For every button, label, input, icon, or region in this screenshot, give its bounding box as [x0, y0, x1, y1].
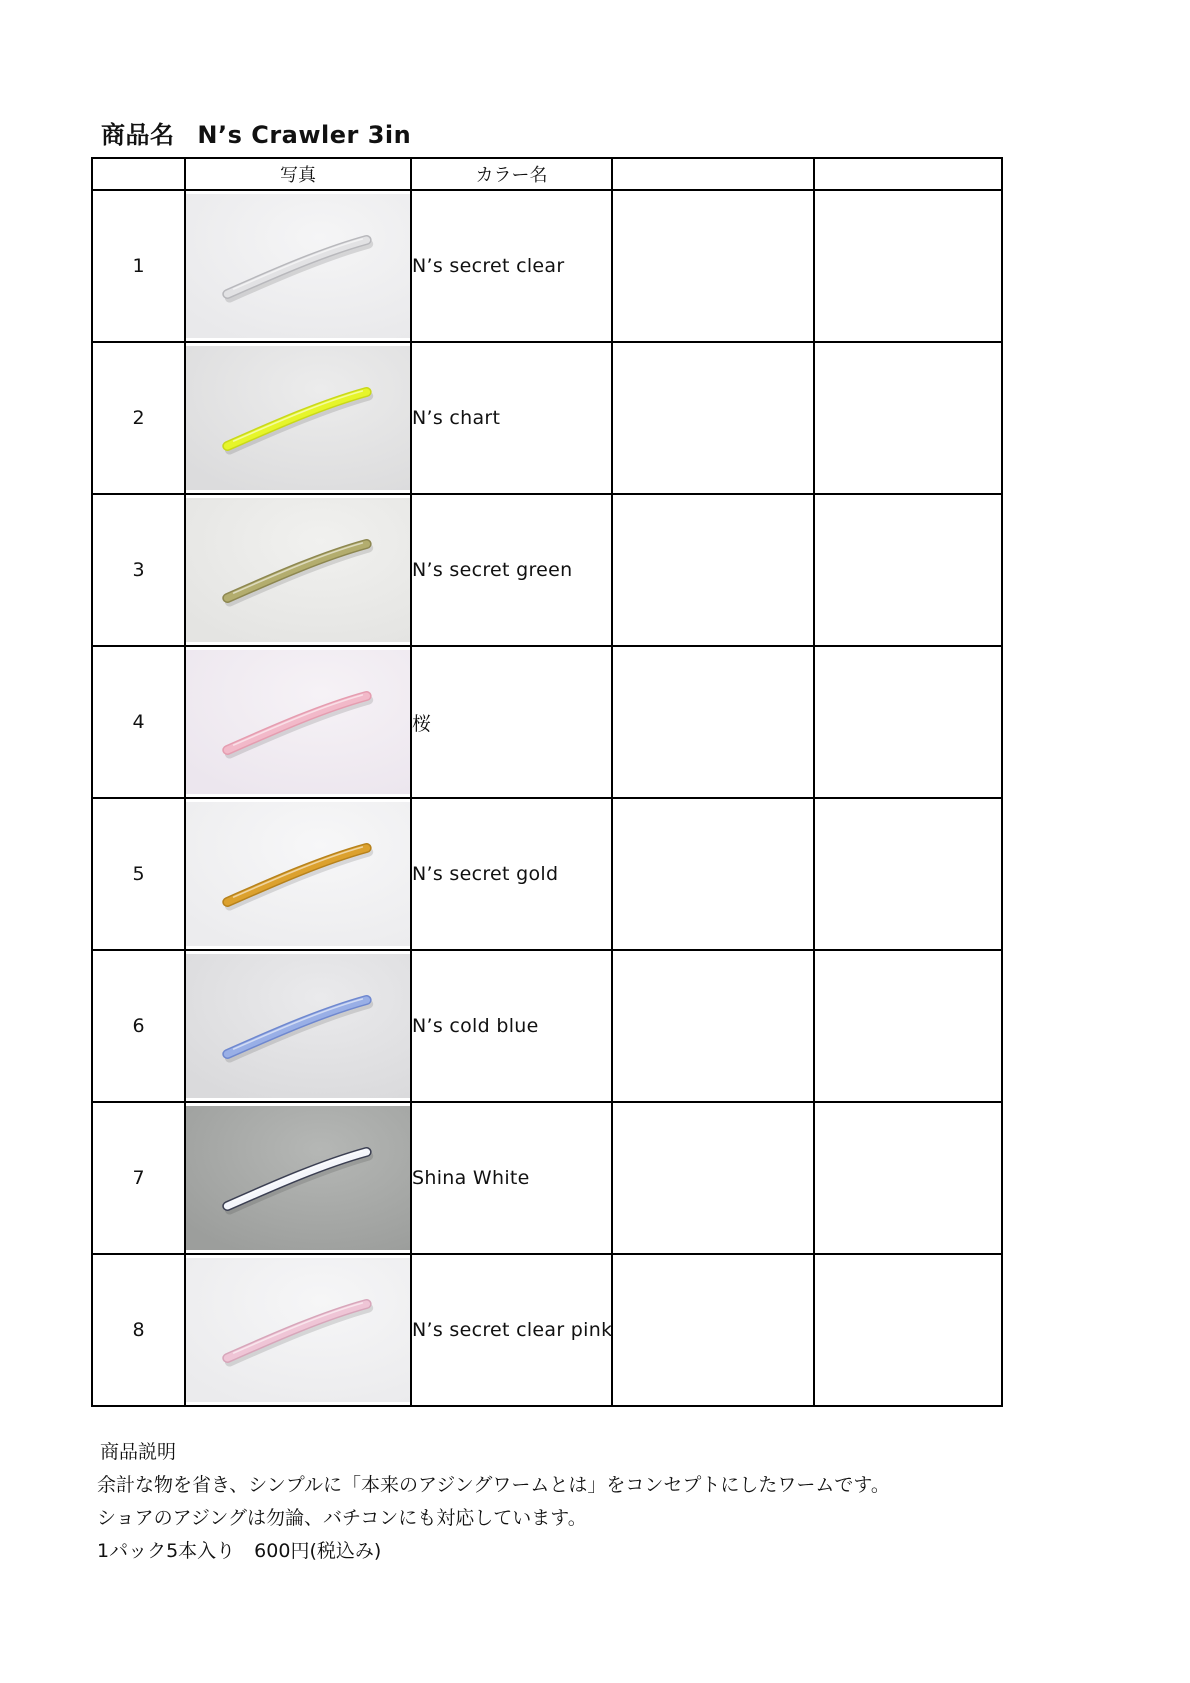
table-row [92, 1254, 1002, 1406]
table-row [92, 1102, 1002, 1254]
color-name: 桜 [411, 646, 612, 798]
worm-photo [186, 802, 410, 946]
product-description [97, 1436, 890, 1568]
color-name: N’s secret clear [411, 190, 612, 342]
empty-cell [612, 798, 814, 950]
header-color-name: カラー名 [411, 158, 612, 190]
header-photo: 写真 [185, 158, 411, 190]
color-name: N’s secret green [411, 494, 612, 646]
empty-cell [814, 1254, 1002, 1406]
product-name: N’s Crawler 3in [197, 121, 412, 149]
description-line: 余計な物を省き、シンプルに「本来のアジングワームとは」をコンセプトにしたワームです。 [97, 1474, 890, 1496]
color-name: N’s secret gold [411, 798, 612, 950]
empty-cell [612, 646, 814, 798]
photo-cell [185, 646, 411, 798]
row-number: 2 [92, 342, 185, 494]
photo-cell [185, 342, 411, 494]
table-row [92, 190, 1002, 342]
description-heading: 商品説明 [100, 1441, 177, 1463]
empty-cell [814, 950, 1002, 1102]
photo-cell [185, 190, 411, 342]
table-row [92, 798, 1002, 950]
description-line: 1パック5本入り 600円(税込み) [97, 1540, 382, 1562]
empty-cell [814, 494, 1002, 646]
worm-photo [186, 346, 410, 490]
empty-cell [612, 494, 814, 646]
color-name: N’s cold blue [411, 950, 612, 1102]
worm-photo [186, 498, 410, 642]
photo-cell [185, 494, 411, 646]
photo-cell [185, 950, 411, 1102]
photo-cell [185, 1254, 411, 1406]
page-title [101, 115, 411, 150]
empty-cell [612, 342, 814, 494]
empty-cell [814, 342, 1002, 494]
photo-cell [185, 798, 411, 950]
row-number: 8 [92, 1254, 185, 1406]
table-row [92, 950, 1002, 1102]
color-name: Shina White [411, 1102, 612, 1254]
header-number [92, 158, 185, 190]
description-line: ショアのアジングは勿論、バチコンにも対応しています。 [97, 1507, 587, 1529]
row-number: 6 [92, 950, 185, 1102]
row-number: 7 [92, 1102, 185, 1254]
row-number: 4 [92, 646, 185, 798]
worm-photo [186, 1258, 410, 1402]
header-blank-2 [814, 158, 1002, 190]
row-number: 3 [92, 494, 185, 646]
table-row [92, 494, 1002, 646]
color-name: N’s chart [411, 342, 612, 494]
empty-cell [814, 646, 1002, 798]
product-color-table [91, 157, 1003, 1407]
table-header-row [92, 158, 1002, 190]
header-blank-1 [612, 158, 814, 190]
worm-photo [186, 954, 410, 1098]
color-name: N’s secret clear pink [411, 1254, 612, 1406]
empty-cell [814, 1102, 1002, 1254]
row-number: 5 [92, 798, 185, 950]
empty-cell [814, 798, 1002, 950]
empty-cell [612, 190, 814, 342]
worm-photo [186, 194, 410, 338]
photo-cell [185, 1102, 411, 1254]
row-number: 1 [92, 190, 185, 342]
empty-cell [814, 190, 1002, 342]
product-name-label: 商品名 [101, 121, 175, 149]
worm-photo [186, 650, 410, 794]
empty-cell [612, 1102, 814, 1254]
worm-photo [186, 1106, 410, 1250]
empty-cell [612, 1254, 814, 1406]
table-row [92, 646, 1002, 798]
table-row [92, 342, 1002, 494]
empty-cell [612, 950, 814, 1102]
